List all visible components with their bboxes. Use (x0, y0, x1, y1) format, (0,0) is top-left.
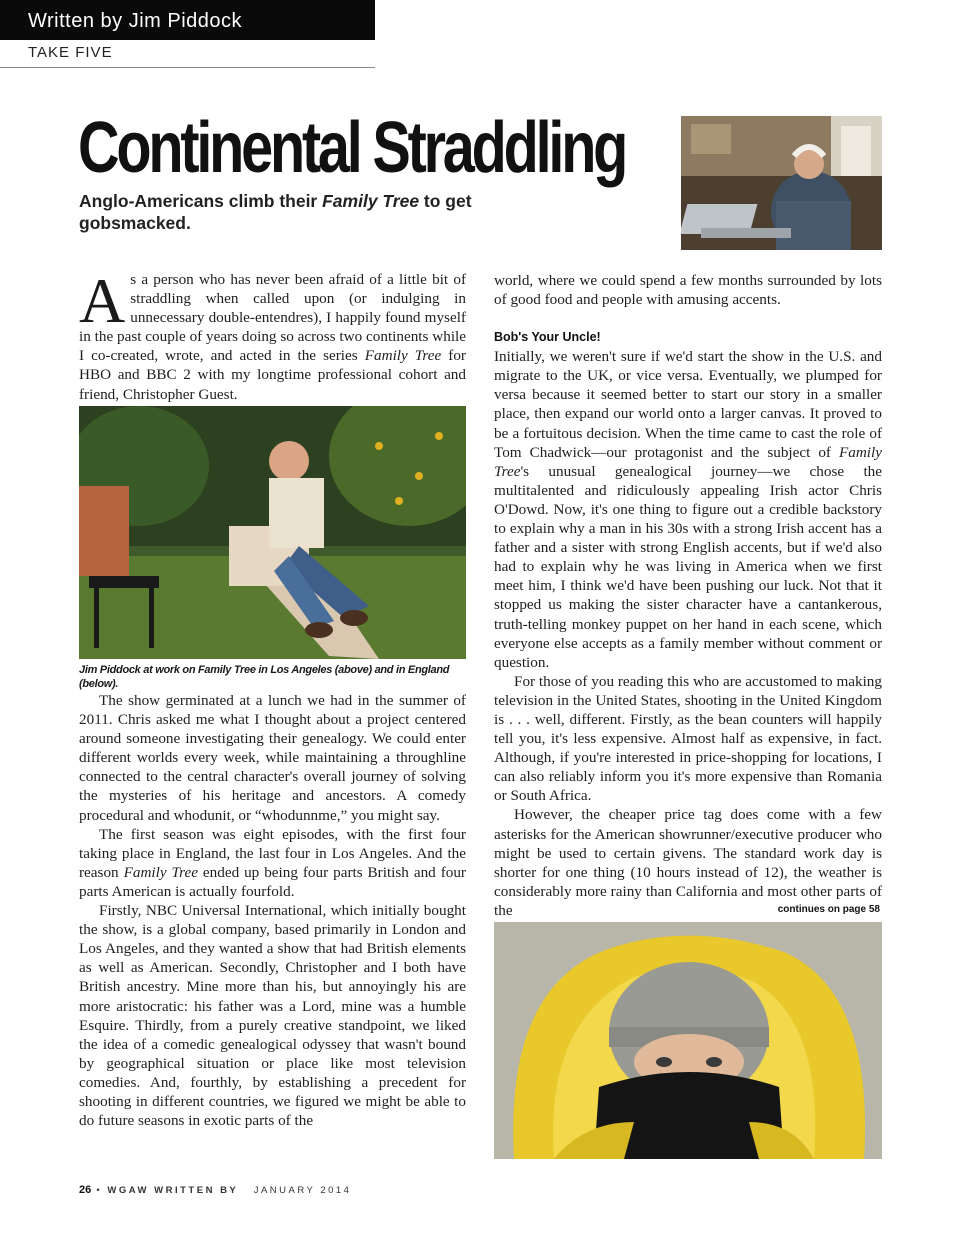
paragraph-intro: As a person who has never been afraid of a little bit of straddling when called upon (or indulging in unnecessary double-entendres), I happily found myself in the past couple of years doing so across two continents while I co-created, wrote, and acted in the series Family Tree for HBO and BBC 2 with my longtime professional cohort and friend, Christopher Guest. (79, 265, 466, 403)
drop-cap: A (79, 265, 126, 336)
page-footer (79, 1184, 351, 1196)
article-column-right (494, 271, 882, 920)
article-column-left-top (79, 265, 466, 404)
paragraph: For those of you reading this who are accustomed to making television in the United States, shooting in the United Kingdom is . . . well, different. Firstly, as the bean counters will happily tell you, it's less expensive. Almost half as expensive, in fact. Although, if you're interested in price-shopping for locations, I can also reliably inform you it's more expensive than Romania or South Africa. (494, 672, 882, 805)
byline: Written by Jim Piddock (28, 10, 243, 32)
byline-bar (0, 0, 375, 40)
continues-note: continues on page 58 (777, 904, 880, 915)
photo-writer-at-laptop (681, 116, 882, 250)
publication-name: WGAW WRITTEN BY (107, 1185, 239, 1196)
section-subhead: Bob's Your Uncle! (494, 330, 601, 345)
section-label: TAKE FIVE (28, 44, 113, 61)
article-title: Continental Straddling (78, 108, 626, 188)
paragraph: The first season was eight episodes, with the first four taking place in England, the last four in Los Angeles. And the reason Family Tree ended up being four parts British and four parts American is actually fourfold. (79, 825, 466, 900)
article-column-left-bottom (79, 691, 466, 1130)
paragraph: However, the cheaper price tag does come with a few asterisks for the American showrunner/executive producer who might be used to certain givens. The standard work day is shorter for one thing (10 hours instead of 12), the weather is considerably more rainy than California and most other parts of the (494, 806, 882, 919)
footer-bullet: • (96, 1185, 103, 1196)
section-divider (0, 67, 375, 68)
article-subtitle: Anglo-Americans climb their Family Tree to get gobsmacked. (79, 191, 472, 233)
page-number: 26 (79, 1184, 92, 1196)
paragraph: Firstly, NBC Universal International, which initially bought the show, is a global company, based primarily in London and Los Angeles, and they wanted a show that had British elements as well as American. Secondly, Christopher and I both have British ancestry. Mine more than his, but annoyingly his are more aristocratic: his father was a Lord, mine was a humble Esquire. Thirdly, from a purely creative standpoint, we liked the idea of a comedic genealogical odyssey that wasn't bound by geographical situation or place like most television comedies. And, fourthly, by establishing a precedent for shooting in different countries, we figured we might be able to do future seasons in exotic parts of the (79, 902, 466, 1130)
paragraph: Initially, we weren't sure if we'd start the show in the U.S. and migrate to the UK, or vice versa. Eventually, we plumped for versa because it seemed better to start our story in a smaller place, then expand our world onto a larger canvas. It proved to be a fortuitous decision. When the time came to cast the role of Tom Chadwick—our protagonist and the subject of Family Tree's unusual genealogical journey—we chose the multitalented and ridiculously appealing Irish actor Chris O'Dowd. Now, it's one thing to figure out a credible backstory to explain why a man in his 30s with a strong Irish accent has a father and a sister with strong English accents, but if we'd also had to explain why he was living in America when we first meet him, I think we'd have been pushing our luck. Not that it stopped us making the sister character have a cantankerous, truth-telling monkey puppet on her hand in each scene, which everyone else accepts as a family member without comment or question. (494, 348, 882, 671)
paragraph: world, where we could spend a few months surrounded by lots of good food and people with amusing accents. (494, 272, 882, 309)
photo-lounger-los-angeles (79, 406, 466, 659)
paragraph: The show germinated at a lunch we had in the summer of 2011. Chris asked me what I thought about a project centered around someone investigating their genealogy. We could enter different worlds every week, while maintaining a throughline connected to the central character's overall journey of solving the mysteries of his heritage and ancestors. A comedy procedural and whodunit, or “whodunnme,” you might say. (79, 692, 466, 824)
photo-caption: Jim Piddock at work on Family Tree in Los Angeles (above) and in England (below). (79, 664, 450, 690)
issue-date: JANUARY 2014 (253, 1185, 352, 1196)
photo-raincoat-england (494, 922, 882, 1159)
